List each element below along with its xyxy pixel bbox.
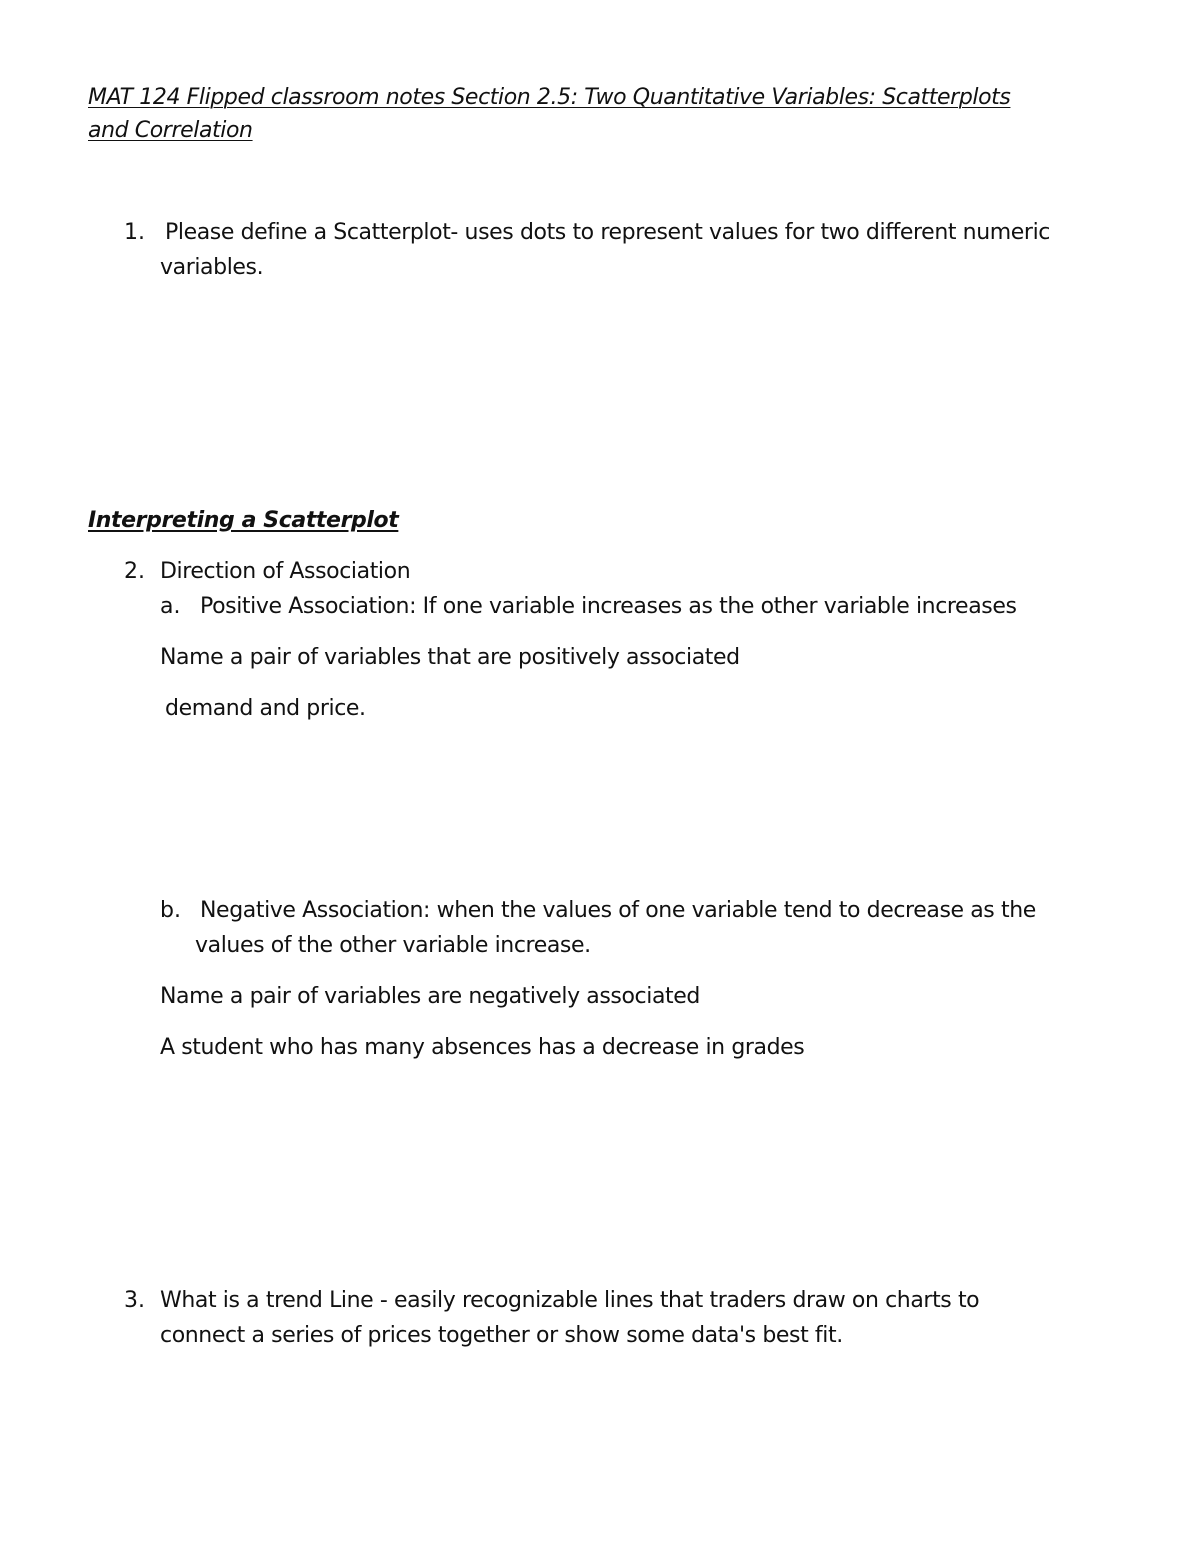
question-3-line2: connect a series of prices together or show some data's best fit. <box>160 1323 843 1348</box>
question-3-line1: What is a trend Line - easily recognizable lines that traders draw on charts to <box>160 1288 980 1313</box>
document-title-line1: MAT 124 Flipped classroom notes Section 2.5: Two Quantitative Variables: Scatterplots <box>88 85 1011 110</box>
question-2b-answer: A student who has many absences has a decrease in grades <box>160 1035 805 1060</box>
section-heading: Interpreting a Scatterplot <box>88 508 399 533</box>
question-2a-text: Positive Association: If one variable increases as the other variable increases <box>200 594 1017 619</box>
question-2b-prompt: Name a pair of variables are negatively associated <box>160 984 700 1009</box>
question-2-number: 2. <box>124 559 145 584</box>
question-2b-line2: values of the other variable increase. <box>195 933 591 958</box>
question-2a-letter: a. <box>160 594 181 619</box>
question-3-number: 3. <box>124 1288 145 1313</box>
question-1-number: 1. <box>124 220 145 245</box>
document-title-line2: and Correlation <box>88 118 253 143</box>
question-2a-prompt: Name a pair of variables that are positively associated <box>160 645 740 670</box>
question-2a-answer: demand and price. <box>165 696 366 721</box>
question-2b-letter: b. <box>160 898 181 923</box>
question-2-label: Direction of Association <box>160 559 411 584</box>
question-1-line1: Please define a Scatterplot- uses dots to represent values for two different numeric <box>165 220 1050 245</box>
question-1-line2: variables. <box>160 255 264 280</box>
question-2b-line1: Negative Association: when the values of one variable tend to decrease as the <box>200 898 1036 923</box>
